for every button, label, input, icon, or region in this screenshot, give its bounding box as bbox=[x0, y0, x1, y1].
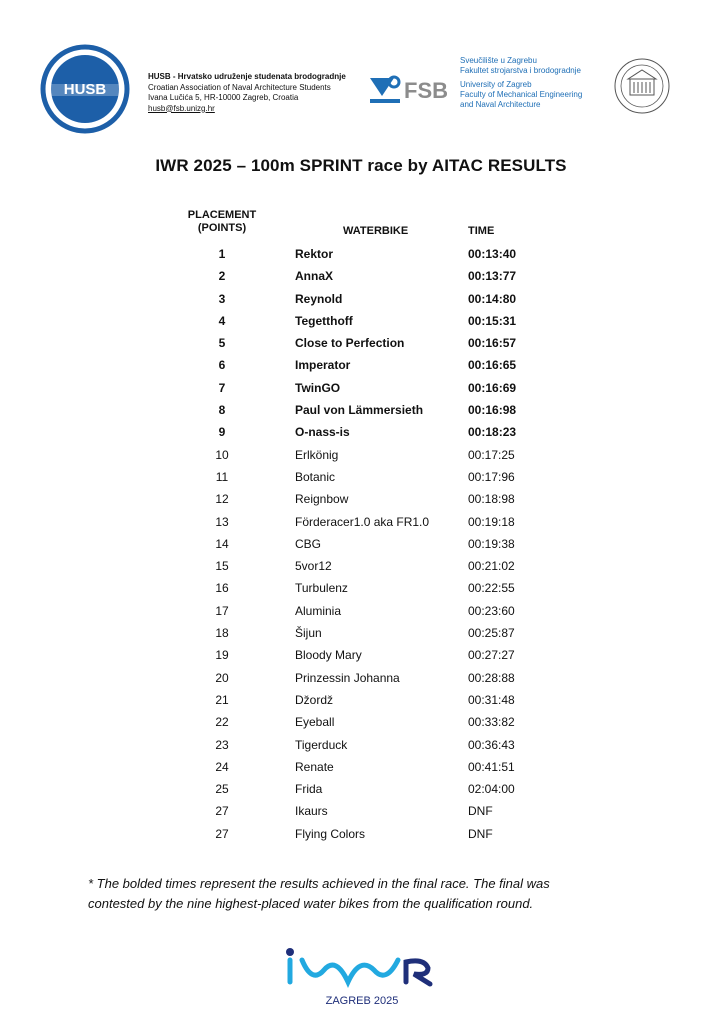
husb-logo bbox=[40, 44, 130, 134]
table-row bbox=[0, 600, 722, 622]
table-row bbox=[0, 555, 722, 577]
table-row bbox=[0, 399, 722, 421]
fsb-logo-text: FSB bbox=[404, 78, 448, 103]
waterbike-cell: Rektor bbox=[295, 247, 334, 261]
footnote-line-1: * The bolded times represent the results achieved in the final race. The final was bbox=[88, 876, 550, 891]
placement-cell: 19 bbox=[215, 648, 229, 663]
placement-cell: 14 bbox=[215, 536, 229, 551]
time-cell: 00:36:43 bbox=[468, 737, 515, 752]
table-row bbox=[0, 488, 722, 510]
time-cell: 00:16:65 bbox=[468, 358, 517, 373]
column-header-time: TIME bbox=[468, 225, 495, 237]
faculty-name-hr: Fakultet strojarstva i brodogradnje bbox=[460, 66, 581, 75]
column-header-placement bbox=[182, 209, 262, 235]
table-row bbox=[0, 711, 722, 733]
time-cell: 00:23:60 bbox=[468, 603, 515, 618]
iwr-logo-text: IWR bbox=[282, 944, 284, 945]
time-cell: 00:25:87 bbox=[468, 626, 515, 641]
time-cell: 00:31:48 bbox=[468, 692, 515, 707]
waterbike-cell: Aluminia bbox=[295, 603, 342, 618]
university-name-en: University of Zagreb bbox=[460, 80, 532, 89]
column-header-waterbike: WATERBIKE bbox=[343, 225, 409, 237]
time-cell: 00:18:23 bbox=[468, 425, 517, 440]
table-row bbox=[0, 466, 722, 488]
time-cell: 00:16:98 bbox=[468, 403, 517, 418]
placement-cell: 15 bbox=[215, 559, 229, 574]
time-cell: 00:16:69 bbox=[468, 380, 517, 395]
waterbike-cell: Reynold bbox=[295, 291, 343, 306]
time-cell: 00:22:55 bbox=[468, 581, 515, 596]
waterbike-cell: Erlkönig bbox=[295, 447, 339, 462]
waterbike-cell: Tigerduck bbox=[295, 737, 348, 752]
fsb-logo bbox=[368, 72, 452, 106]
footnote bbox=[88, 874, 648, 914]
time-cell: DNF bbox=[468, 804, 493, 819]
waterbike-cell: 5vor12 bbox=[295, 559, 332, 574]
page-title: IWR 2025 – 100m SPRINT race by AITAC RESULTS bbox=[155, 156, 567, 175]
university-seal-icon bbox=[613, 57, 671, 115]
time-cell: 00:14:80 bbox=[468, 291, 517, 306]
waterbike-cell: O-nass-is bbox=[295, 425, 350, 440]
time-cell: 00:27:27 bbox=[468, 648, 515, 663]
waterbike-cell: Turbulenz bbox=[295, 581, 348, 596]
table-row bbox=[0, 689, 722, 711]
placement-cell: 21 bbox=[215, 692, 229, 707]
placement-cell: 22 bbox=[215, 715, 229, 730]
table-row bbox=[0, 265, 722, 287]
table-row bbox=[0, 577, 722, 599]
husb-name: HUSB - Hrvatsko udruženje studenata brodogradnje bbox=[148, 72, 346, 81]
placement-cell: 1 bbox=[218, 247, 226, 261]
placement-cell: 27 bbox=[215, 804, 229, 819]
time-cell: DNF bbox=[468, 826, 493, 841]
placement-cell: 25 bbox=[215, 782, 229, 797]
table-row bbox=[0, 667, 722, 689]
placement-cell: 20 bbox=[215, 670, 229, 685]
placement-cell: 8 bbox=[218, 403, 226, 418]
waterbike-cell: Šijun bbox=[295, 626, 322, 641]
time-cell: 00:17:25 bbox=[468, 447, 515, 462]
time-cell: 00:13:40 bbox=[468, 247, 517, 261]
table-row bbox=[0, 511, 722, 533]
iwr-zagreb-logo bbox=[282, 944, 442, 1010]
waterbike-cell: Ikaurs bbox=[295, 804, 328, 819]
time-cell: 00:13:77 bbox=[468, 269, 517, 284]
table-row bbox=[0, 310, 722, 332]
waterbike-cell: Eyeball bbox=[295, 715, 335, 730]
husb-logo-text: HUSB bbox=[63, 81, 107, 98]
table-row bbox=[0, 354, 722, 376]
placement-cell: 27 bbox=[215, 826, 229, 841]
husb-name-english: Croatian Association of Naval Architecture Students bbox=[148, 82, 331, 92]
placement-cell: 5 bbox=[218, 336, 226, 351]
placement-cell: 13 bbox=[215, 514, 229, 529]
table-row bbox=[0, 778, 722, 800]
waterbike-cell: TwinGO bbox=[295, 380, 341, 395]
table-row bbox=[0, 823, 722, 845]
column-header-placement-line2: (POINTS) bbox=[197, 222, 247, 234]
waterbike-cell: Botanic bbox=[295, 469, 336, 484]
waterbike-cell: Džordž bbox=[295, 692, 334, 707]
placement-cell: 18 bbox=[215, 626, 229, 641]
placement-cell: 9 bbox=[218, 425, 226, 440]
time-cell: 00:19:38 bbox=[468, 536, 515, 551]
table-row bbox=[0, 622, 722, 644]
results-table bbox=[0, 243, 722, 845]
time-cell: 00:16:57 bbox=[468, 336, 517, 351]
waterbike-cell: Bloody Mary bbox=[295, 648, 362, 663]
placement-cell: 2 bbox=[218, 269, 226, 284]
time-cell: 02:04:00 bbox=[468, 782, 515, 797]
iwr-city-year: ZAGREB 2025 bbox=[325, 995, 399, 1007]
university-name-hr: Sveučilište u Zagrebu bbox=[460, 56, 537, 65]
husb-address: Ivana Lučića 5, HR-10000 Zagreb, Croatia bbox=[148, 93, 299, 102]
faculty-name-en-2: and Naval Architecture bbox=[460, 100, 541, 109]
placement-cell: 17 bbox=[215, 603, 229, 618]
placement-cell: 10 bbox=[215, 447, 229, 462]
university-block bbox=[460, 56, 582, 110]
time-cell: 00:28:88 bbox=[468, 670, 515, 685]
waterbike-cell: Tegetthoff bbox=[295, 313, 353, 328]
table-row bbox=[0, 533, 722, 555]
table-row bbox=[0, 756, 722, 778]
column-header-placement-line1: PLACEMENT bbox=[187, 209, 257, 221]
table-row bbox=[0, 421, 722, 443]
time-cell: 00:15:31 bbox=[468, 313, 517, 328]
waterbike-cell: Imperator bbox=[295, 358, 351, 373]
table-row bbox=[0, 644, 722, 666]
waterbike-cell: Paul von Lämmersieth bbox=[295, 403, 424, 418]
time-cell: 00:33:82 bbox=[468, 715, 515, 730]
faculty-name-en-1: Faculty of Mechanical Engineering bbox=[460, 90, 583, 99]
placement-cell: 4 bbox=[218, 313, 226, 328]
time-cell: 00:17:96 bbox=[468, 469, 515, 484]
waterbike-cell: Frida bbox=[295, 782, 323, 797]
footnote-line-2: contested by the nine highest-placed water bikes from the qualification round. bbox=[88, 896, 534, 911]
placement-cell: 3 bbox=[218, 291, 226, 306]
waterbike-cell: Prinzessin Johanna bbox=[295, 670, 400, 685]
husb-email-link[interactable]: husb@fsb.unizg.hr bbox=[148, 103, 215, 113]
placement-cell: 7 bbox=[218, 380, 226, 395]
time-cell: 00:18:98 bbox=[468, 492, 515, 507]
waterbike-cell: CBG bbox=[295, 536, 322, 551]
placement-cell: 12 bbox=[215, 492, 229, 507]
waterbike-cell: Förderacer1.0 aka FR1.0 bbox=[295, 514, 430, 529]
waterbike-cell: AnnaX bbox=[295, 269, 334, 284]
table-row bbox=[0, 243, 722, 265]
table-row bbox=[0, 734, 722, 756]
table-row bbox=[0, 444, 722, 466]
table-row bbox=[0, 332, 722, 354]
waterbike-cell: Reignbow bbox=[295, 492, 349, 507]
placement-cell: 11 bbox=[215, 469, 229, 484]
husb-contact-block bbox=[148, 72, 346, 114]
time-cell: 00:21:02 bbox=[468, 559, 515, 574]
table-row bbox=[0, 800, 722, 822]
placement-cell: 23 bbox=[215, 737, 229, 752]
time-cell: 00:41:51 bbox=[468, 759, 515, 774]
placement-cell: 6 bbox=[218, 358, 226, 373]
waterbike-cell: Close to Perfection bbox=[295, 336, 405, 351]
time-cell: 00:19:18 bbox=[468, 514, 515, 529]
waterbike-cell: Renate bbox=[295, 759, 334, 774]
waterbike-cell: Flying Colors bbox=[295, 826, 366, 841]
table-row bbox=[0, 288, 722, 310]
placement-cell: 24 bbox=[215, 759, 229, 774]
table-row bbox=[0, 377, 722, 399]
placement-cell: 16 bbox=[215, 581, 229, 596]
